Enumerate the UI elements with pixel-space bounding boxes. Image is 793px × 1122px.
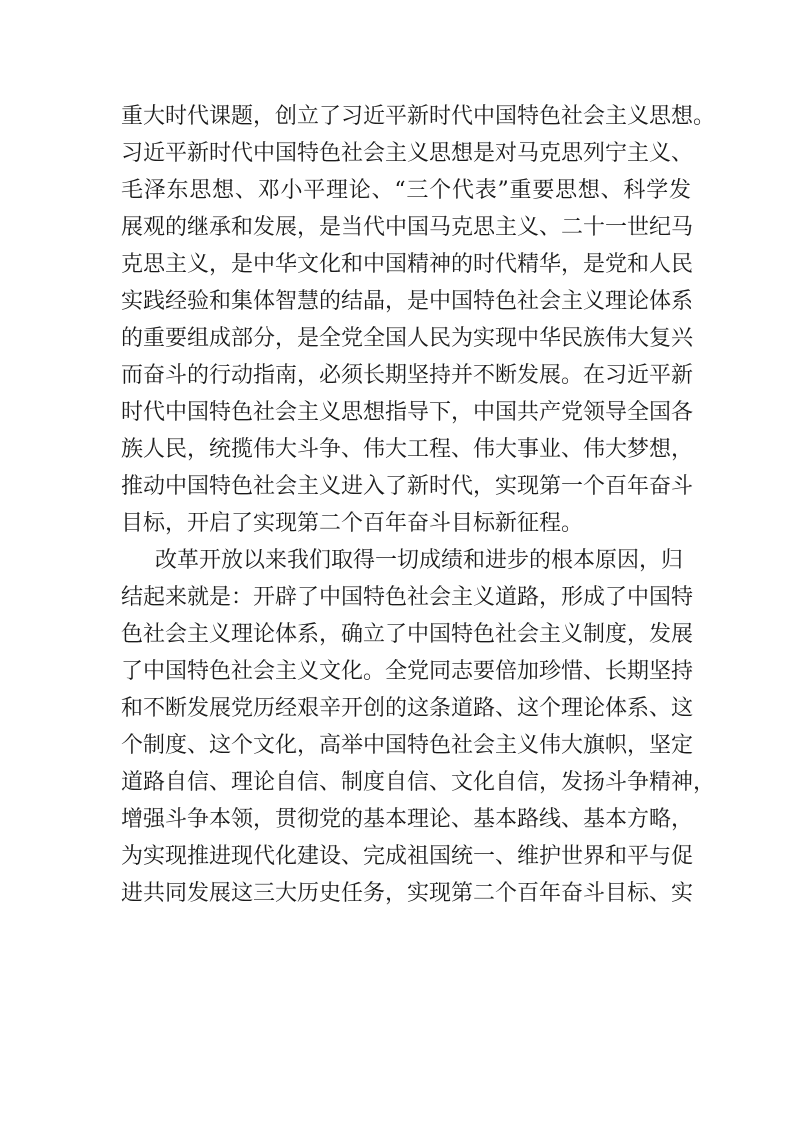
text-line: 展观的继承和发展，是当代中国马克思主义、二十一世纪马: [121, 215, 694, 240]
text-line: 个制度、这个文化，高举中国特色社会主义伟大旗帜，坚定: [121, 733, 694, 758]
text-line: 克思主义，是中华文化和中国精神的时代精华，是党和人民: [121, 252, 694, 277]
text-line: 为实现推进现代化建设、完成祖国统一、维护世界和平与促: [121, 844, 694, 869]
text-line: 时代中国特色社会主义思想指导下，中国共产党领导全国各: [121, 400, 694, 425]
text-line: 进共同发展这三大历史任务，实现第二个百年奋斗目标、实: [121, 881, 694, 906]
paragraph-1: [121, 98, 716, 542]
text-line: 习近平新时代中国特色社会主义思想是对马克思列宁主义、: [121, 141, 694, 166]
text-line: 毛泽东思想、邓小平理论、“三个代表”重要思想、科学发: [121, 178, 691, 203]
text-line: 的重要组成部分，是全党全国人民为实现中华民族伟大复兴: [121, 326, 694, 351]
text-line: 道路自信、理论自信、制度自信、文化自信，发扬斗争精神，: [121, 770, 716, 795]
text-line: 了中国特色社会主义文化。全党同志要倍加珍惜、长期坚持: [121, 659, 694, 684]
text-line: 色社会主义理论体系，确立了中国特色社会主义制度，发展: [121, 622, 694, 647]
text-line: 结起来就是：开辟了中国特色社会主义道路，形成了中国特: [121, 585, 694, 610]
text-line: 推动中国特色社会主义进入了新时代，实现第一个百年奋斗: [121, 474, 694, 499]
text-line: 实践经验和集体智慧的结晶，是中国特色社会主义理论体系: [121, 289, 694, 314]
text-line: 族人民，统揽伟大斗争、伟大工程、伟大事业、伟大梦想，: [121, 437, 694, 462]
body-text: [121, 98, 716, 912]
text-line: 增强斗争本领，贯彻党的基本理论、基本路线、基本方略，: [121, 807, 694, 832]
text-line: 重大时代课题，创立了习近平新时代中国特色社会主义思想。: [121, 104, 716, 129]
text-line: 改革开放以来我们取得一切成绩和进步的根本原因，归: [155, 548, 684, 573]
text-line: 和不断发展党历经艰辛开创的这条道路、这个理论体系、这: [121, 696, 694, 721]
text-line: 而奋斗的行动指南，必须长期坚持并不断发展。在习近平新: [121, 363, 694, 388]
text-line: 目标，开启了实现第二个百年奋斗目标新征程。: [121, 511, 584, 536]
paragraph-2: [121, 542, 716, 912]
